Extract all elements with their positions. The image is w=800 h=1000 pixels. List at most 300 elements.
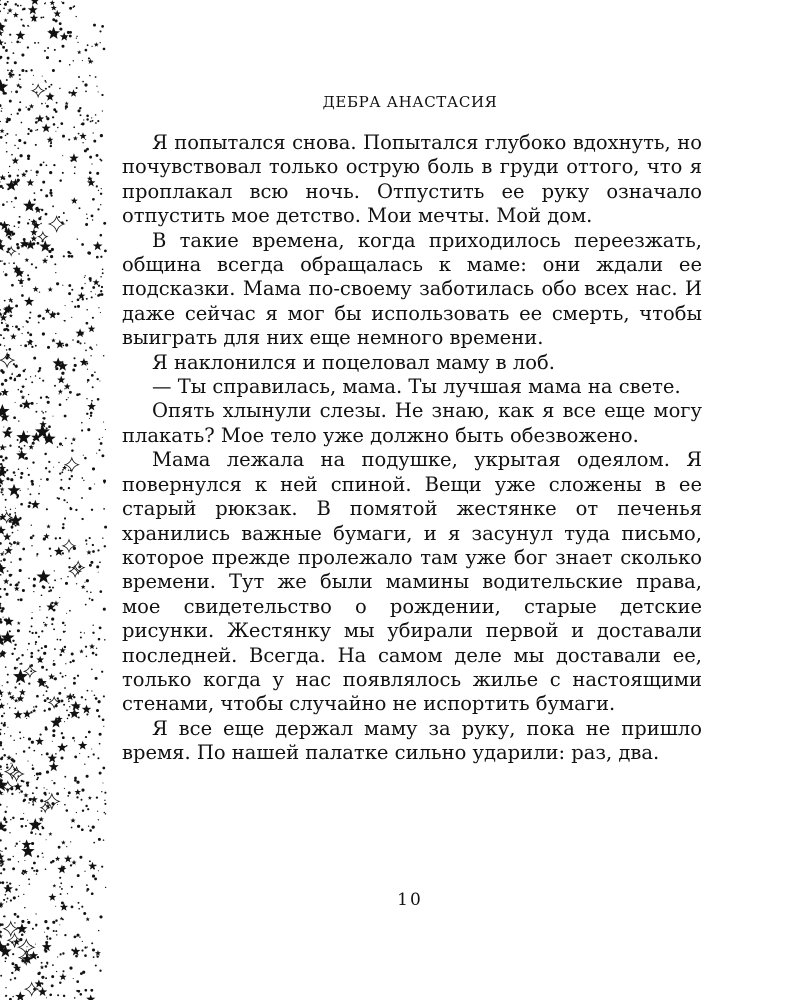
small-star	[57, 376, 65, 384]
star-dot	[89, 598, 91, 600]
small-star	[31, 796, 38, 803]
star-dot	[52, 860, 55, 863]
small-star	[87, 178, 95, 186]
star-dot	[35, 944, 36, 945]
star-dot	[103, 48, 106, 51]
star-dot	[44, 710, 46, 712]
star-dot	[10, 546, 11, 547]
star-dot	[91, 400, 93, 402]
star-dot	[5, 323, 6, 324]
star-dot	[11, 154, 13, 156]
star-dot	[48, 461, 50, 463]
star-dot	[6, 151, 8, 153]
star-dot	[1, 881, 4, 884]
star-dot	[37, 972, 40, 975]
star-dot	[76, 980, 79, 983]
star-dot	[85, 49, 88, 52]
star-dot	[19, 731, 21, 733]
star-dot	[4, 345, 5, 346]
star-dot	[32, 804, 34, 806]
small-star	[7, 691, 12, 696]
star-dot	[99, 438, 101, 440]
star-dot	[102, 767, 105, 770]
star-dot	[84, 871, 85, 872]
star-dot	[16, 243, 19, 246]
sparkle	[32, 85, 44, 97]
star-dot	[62, 952, 64, 954]
star-dot	[0, 757, 3, 760]
large-star	[2, 428, 13, 438]
star-dot	[66, 502, 68, 504]
small-star	[0, 128, 5, 133]
star-dot	[27, 761, 28, 762]
star-dot	[52, 729, 55, 732]
small-star	[71, 947, 80, 956]
star-dot	[62, 736, 65, 739]
star-dot	[78, 393, 80, 395]
star-dot	[73, 547, 76, 550]
star-dot	[9, 630, 11, 632]
star-dot	[0, 542, 2, 545]
star-dot	[31, 483, 34, 486]
star-dot	[87, 690, 89, 692]
large-star	[16, 430, 31, 444]
small-star	[70, 89, 78, 97]
star-dot	[29, 798, 32, 801]
star-dot	[98, 572, 99, 573]
star-dot	[3, 558, 6, 561]
star-dot	[30, 655, 33, 658]
star-dot	[25, 70, 27, 72]
large-star	[16, 923, 27, 933]
star-dot	[100, 290, 102, 292]
star-dot	[48, 471, 50, 473]
star-dot	[59, 537, 61, 539]
star-dot	[86, 713, 88, 715]
star-dot	[40, 479, 41, 480]
star-dot	[18, 468, 20, 470]
star-dot	[74, 364, 77, 367]
small-star	[88, 59, 94, 64]
star-dot	[53, 164, 55, 166]
star-dot	[97, 549, 99, 551]
star-dot	[12, 373, 13, 374]
star-dot	[3, 263, 5, 265]
small-star	[0, 772, 4, 778]
star-dot	[25, 931, 26, 932]
star-dot	[27, 278, 30, 281]
star-dot	[4, 3, 7, 6]
star-dot	[99, 970, 101, 972]
star-dot	[7, 727, 8, 728]
star-dot	[81, 243, 84, 246]
small-star	[64, 383, 71, 389]
star-dot	[74, 936, 77, 939]
star-dot	[86, 148, 89, 151]
star-dot	[45, 194, 48, 197]
star-dot	[34, 192, 36, 194]
large-star	[9, 514, 22, 527]
star-dot	[30, 129, 33, 132]
star-dot	[68, 397, 69, 398]
star-dot	[102, 110, 103, 111]
star-dot	[6, 681, 8, 683]
star-dot	[76, 796, 78, 798]
body-text	[122, 131, 702, 766]
star-dot	[42, 76, 43, 77]
star-dot	[105, 813, 106, 814]
star-dot	[62, 523, 64, 525]
large-star	[23, 199, 36, 211]
star-dot	[0, 260, 1, 262]
star-dot	[32, 767, 35, 770]
star-dot	[71, 449, 74, 452]
star-dot	[87, 428, 90, 431]
star-dot	[91, 374, 94, 377]
star-dot	[47, 256, 48, 257]
star-dot	[37, 242, 40, 245]
star-dot	[100, 193, 102, 195]
star-dot	[98, 870, 99, 871]
star-dot	[1, 715, 3, 717]
star-dot	[41, 209, 43, 211]
star-dot	[27, 431, 28, 432]
sparkle	[19, 940, 35, 956]
star-dot	[74, 777, 77, 780]
small-star	[30, 14, 38, 22]
star-dot	[3, 713, 5, 715]
star-dot	[92, 544, 94, 546]
star-dot	[6, 764, 8, 766]
star-dot	[91, 46, 92, 47]
star-dot	[92, 550, 95, 553]
star-dot	[32, 612, 33, 613]
star-dot	[35, 925, 37, 927]
star-dot	[67, 718, 69, 720]
small-star	[21, 385, 25, 389]
star-dot	[35, 632, 37, 634]
star-dot	[45, 88, 47, 90]
star-dot	[93, 140, 96, 143]
star-dot	[19, 216, 21, 218]
small-star	[17, 621, 21, 625]
star-dot	[0, 603, 1, 605]
small-star	[34, 206, 41, 213]
star-dot	[97, 120, 99, 122]
star-dot	[43, 857, 44, 858]
small-star	[44, 308, 50, 314]
star-dot	[92, 652, 95, 655]
star-dot	[65, 582, 68, 585]
star-dot	[0, 181, 1, 182]
star-dot	[35, 705, 37, 707]
star-dot	[22, 285, 23, 286]
star-dot	[13, 896, 16, 899]
star-dot	[0, 850, 1, 851]
star-dot	[28, 782, 29, 783]
star-dot	[0, 931, 2, 934]
star-dot	[61, 372, 64, 375]
star-dot	[31, 170, 32, 171]
small-star	[3, 533, 11, 541]
star-dot	[95, 76, 97, 78]
small-star	[28, 444, 34, 449]
star-dot	[17, 174, 19, 176]
star-dot	[40, 834, 42, 836]
large-star	[21, 844, 34, 857]
star-dot	[9, 882, 11, 884]
star-dot	[36, 175, 37, 176]
star-dot	[8, 174, 11, 177]
star-dot	[59, 179, 61, 181]
star-dot	[0, 309, 1, 311]
star-dot	[46, 617, 48, 619]
star-dot	[71, 653, 74, 656]
star-dot	[46, 478, 49, 481]
star-dot	[46, 771, 49, 774]
star-dot	[19, 74, 21, 76]
star-dot	[91, 509, 93, 511]
star-dot	[43, 652, 46, 655]
star-dot	[43, 792, 46, 795]
star-dot	[35, 130, 36, 131]
star-dot	[89, 418, 90, 419]
star-dot	[35, 643, 37, 645]
star-dot	[27, 46, 29, 48]
star-dot	[102, 718, 105, 721]
star-dot	[0, 334, 2, 336]
star-dot	[18, 253, 19, 254]
star-dot	[0, 975, 2, 977]
star-dot	[103, 222, 106, 225]
star-dot	[81, 497, 83, 499]
star-dot	[62, 345, 64, 347]
star-dot	[100, 256, 102, 258]
star-dot	[48, 425, 51, 428]
star-dot	[28, 737, 31, 740]
small-star	[54, 547, 64, 556]
star-dot	[51, 248, 54, 251]
star-dot	[33, 750, 35, 752]
star-dot	[59, 403, 62, 406]
star-dot	[0, 393, 2, 396]
star-dot	[17, 112, 19, 114]
star-dot	[76, 37, 77, 38]
sparkle	[25, 983, 38, 996]
small-star	[77, 50, 81, 54]
star-dot	[18, 227, 19, 228]
star-dot	[18, 657, 20, 659]
star-dot	[42, 181, 45, 184]
star-dot	[90, 415, 92, 417]
star-dot	[0, 344, 1, 346]
small-star	[35, 979, 44, 987]
star-dot	[21, 53, 24, 56]
star-dot	[78, 908, 80, 910]
star-dot	[7, 69, 9, 71]
star-dot	[96, 565, 99, 568]
star-dot	[83, 455, 84, 456]
star-dot	[95, 294, 96, 295]
star-dot	[92, 219, 93, 220]
star-dot	[91, 163, 92, 164]
star-dot	[40, 223, 42, 225]
star-dot	[46, 690, 48, 692]
star-dot	[63, 499, 65, 501]
star-dot	[5, 821, 7, 823]
star-dot	[76, 781, 79, 784]
star-dot	[46, 508, 48, 510]
star-dot	[78, 717, 80, 719]
star-dot	[91, 215, 94, 218]
star-dot	[53, 108, 56, 111]
star-dot	[4, 273, 7, 276]
star-dot	[45, 728, 48, 731]
star-dot	[89, 537, 91, 539]
star-dot	[5, 961, 7, 963]
star-dot	[90, 561, 93, 564]
star-dot	[101, 293, 104, 296]
star-dot	[4, 42, 6, 44]
large-star	[36, 569, 50, 583]
sparkle	[38, 232, 47, 241]
star-dot	[56, 282, 59, 285]
star-dot	[60, 893, 62, 895]
star-dot	[3, 617, 4, 618]
small-star	[46, 524, 50, 528]
star-dot	[21, 872, 23, 874]
star-dot	[57, 804, 58, 805]
star-dot	[104, 545, 106, 547]
small-star	[4, 18, 8, 22]
star-dot	[70, 864, 72, 866]
star-dot	[99, 772, 102, 775]
small-star	[88, 796, 92, 800]
star-dot	[22, 333, 23, 334]
paragraph-5: Опять хлынули слезы. Не знаю, как я все еще могу плакать? Мое тело уже должно быть обезвожено.	[122, 399, 702, 447]
star-dot	[0, 560, 2, 562]
star-dot	[46, 669, 48, 671]
star-dot	[60, 882, 62, 884]
small-star	[58, 389, 63, 394]
small-star	[70, 818, 75, 823]
star-dot	[10, 819, 11, 820]
star-dot	[17, 328, 20, 331]
star-dot	[68, 478, 70, 480]
small-star	[80, 358, 88, 366]
star-dot	[91, 296, 93, 298]
star-dot	[64, 646, 66, 648]
large-star	[0, 404, 10, 418]
star-dot	[31, 381, 33, 383]
star-dot	[11, 758, 14, 761]
star-dot	[0, 606, 2, 609]
star-dot	[46, 116, 48, 118]
star-dot	[59, 28, 62, 31]
star-dot	[83, 119, 84, 120]
small-star	[74, 789, 81, 795]
star-dot	[44, 645, 47, 648]
star-dot	[90, 121, 92, 123]
star-dot	[76, 87, 78, 89]
star-dot	[90, 355, 91, 356]
star-dot	[52, 964, 54, 966]
star-dot	[15, 583, 18, 586]
star-dot	[53, 663, 56, 666]
star-dot	[31, 632, 33, 634]
star-dot	[45, 965, 48, 968]
star-dot	[64, 934, 66, 936]
star-dot	[103, 355, 105, 357]
star-dot	[71, 301, 72, 302]
star-dot	[40, 734, 42, 736]
star-dot	[67, 576, 68, 577]
small-star	[47, 136, 54, 142]
star-dot	[94, 371, 96, 373]
star-dot	[86, 591, 88, 593]
star-dot	[73, 126, 75, 128]
star-dot	[84, 343, 85, 344]
star-dot	[27, 274, 29, 276]
small-star	[1, 388, 9, 396]
star-dot	[5, 666, 7, 668]
star-dot	[28, 502, 31, 505]
star-dot	[77, 340, 80, 343]
star-dot	[23, 813, 24, 814]
star-dot	[63, 212, 65, 214]
star-dot	[19, 101, 21, 103]
star-dot	[52, 69, 55, 72]
star-dot	[40, 164, 43, 167]
star-dot	[19, 841, 20, 842]
star-dot	[28, 802, 29, 803]
star-dot	[77, 109, 80, 112]
star-dot	[51, 623, 53, 625]
star-dot	[0, 744, 2, 746]
star-dot	[1, 383, 4, 386]
star-dot	[33, 706, 34, 707]
star-dot	[3, 551, 4, 552]
star-dot	[71, 906, 74, 909]
star-dot	[95, 677, 98, 680]
small-star	[17, 695, 24, 702]
small-star	[13, 12, 19, 18]
star-dot	[97, 208, 99, 210]
star-dot	[4, 379, 7, 382]
star-dot	[33, 802, 34, 803]
star-dot	[35, 121, 38, 124]
star-dot	[32, 928, 34, 930]
star-dot	[57, 312, 60, 315]
star-dot	[50, 255, 53, 258]
star-dot	[84, 283, 85, 284]
small-star	[14, 782, 23, 790]
star-dot	[97, 811, 98, 812]
star-dot	[21, 122, 23, 124]
star-dot	[0, 699, 1, 700]
star-dot	[0, 485, 1, 488]
star-dot	[79, 107, 81, 109]
sparkle	[4, 922, 18, 936]
star-pattern-icon	[0, 0, 108, 1000]
star-dot	[5, 593, 8, 596]
small-star	[0, 487, 4, 491]
star-dot	[59, 597, 60, 598]
star-dot	[92, 826, 95, 829]
star-dot	[82, 941, 83, 942]
star-dot	[21, 933, 24, 936]
star-dot	[98, 638, 101, 641]
